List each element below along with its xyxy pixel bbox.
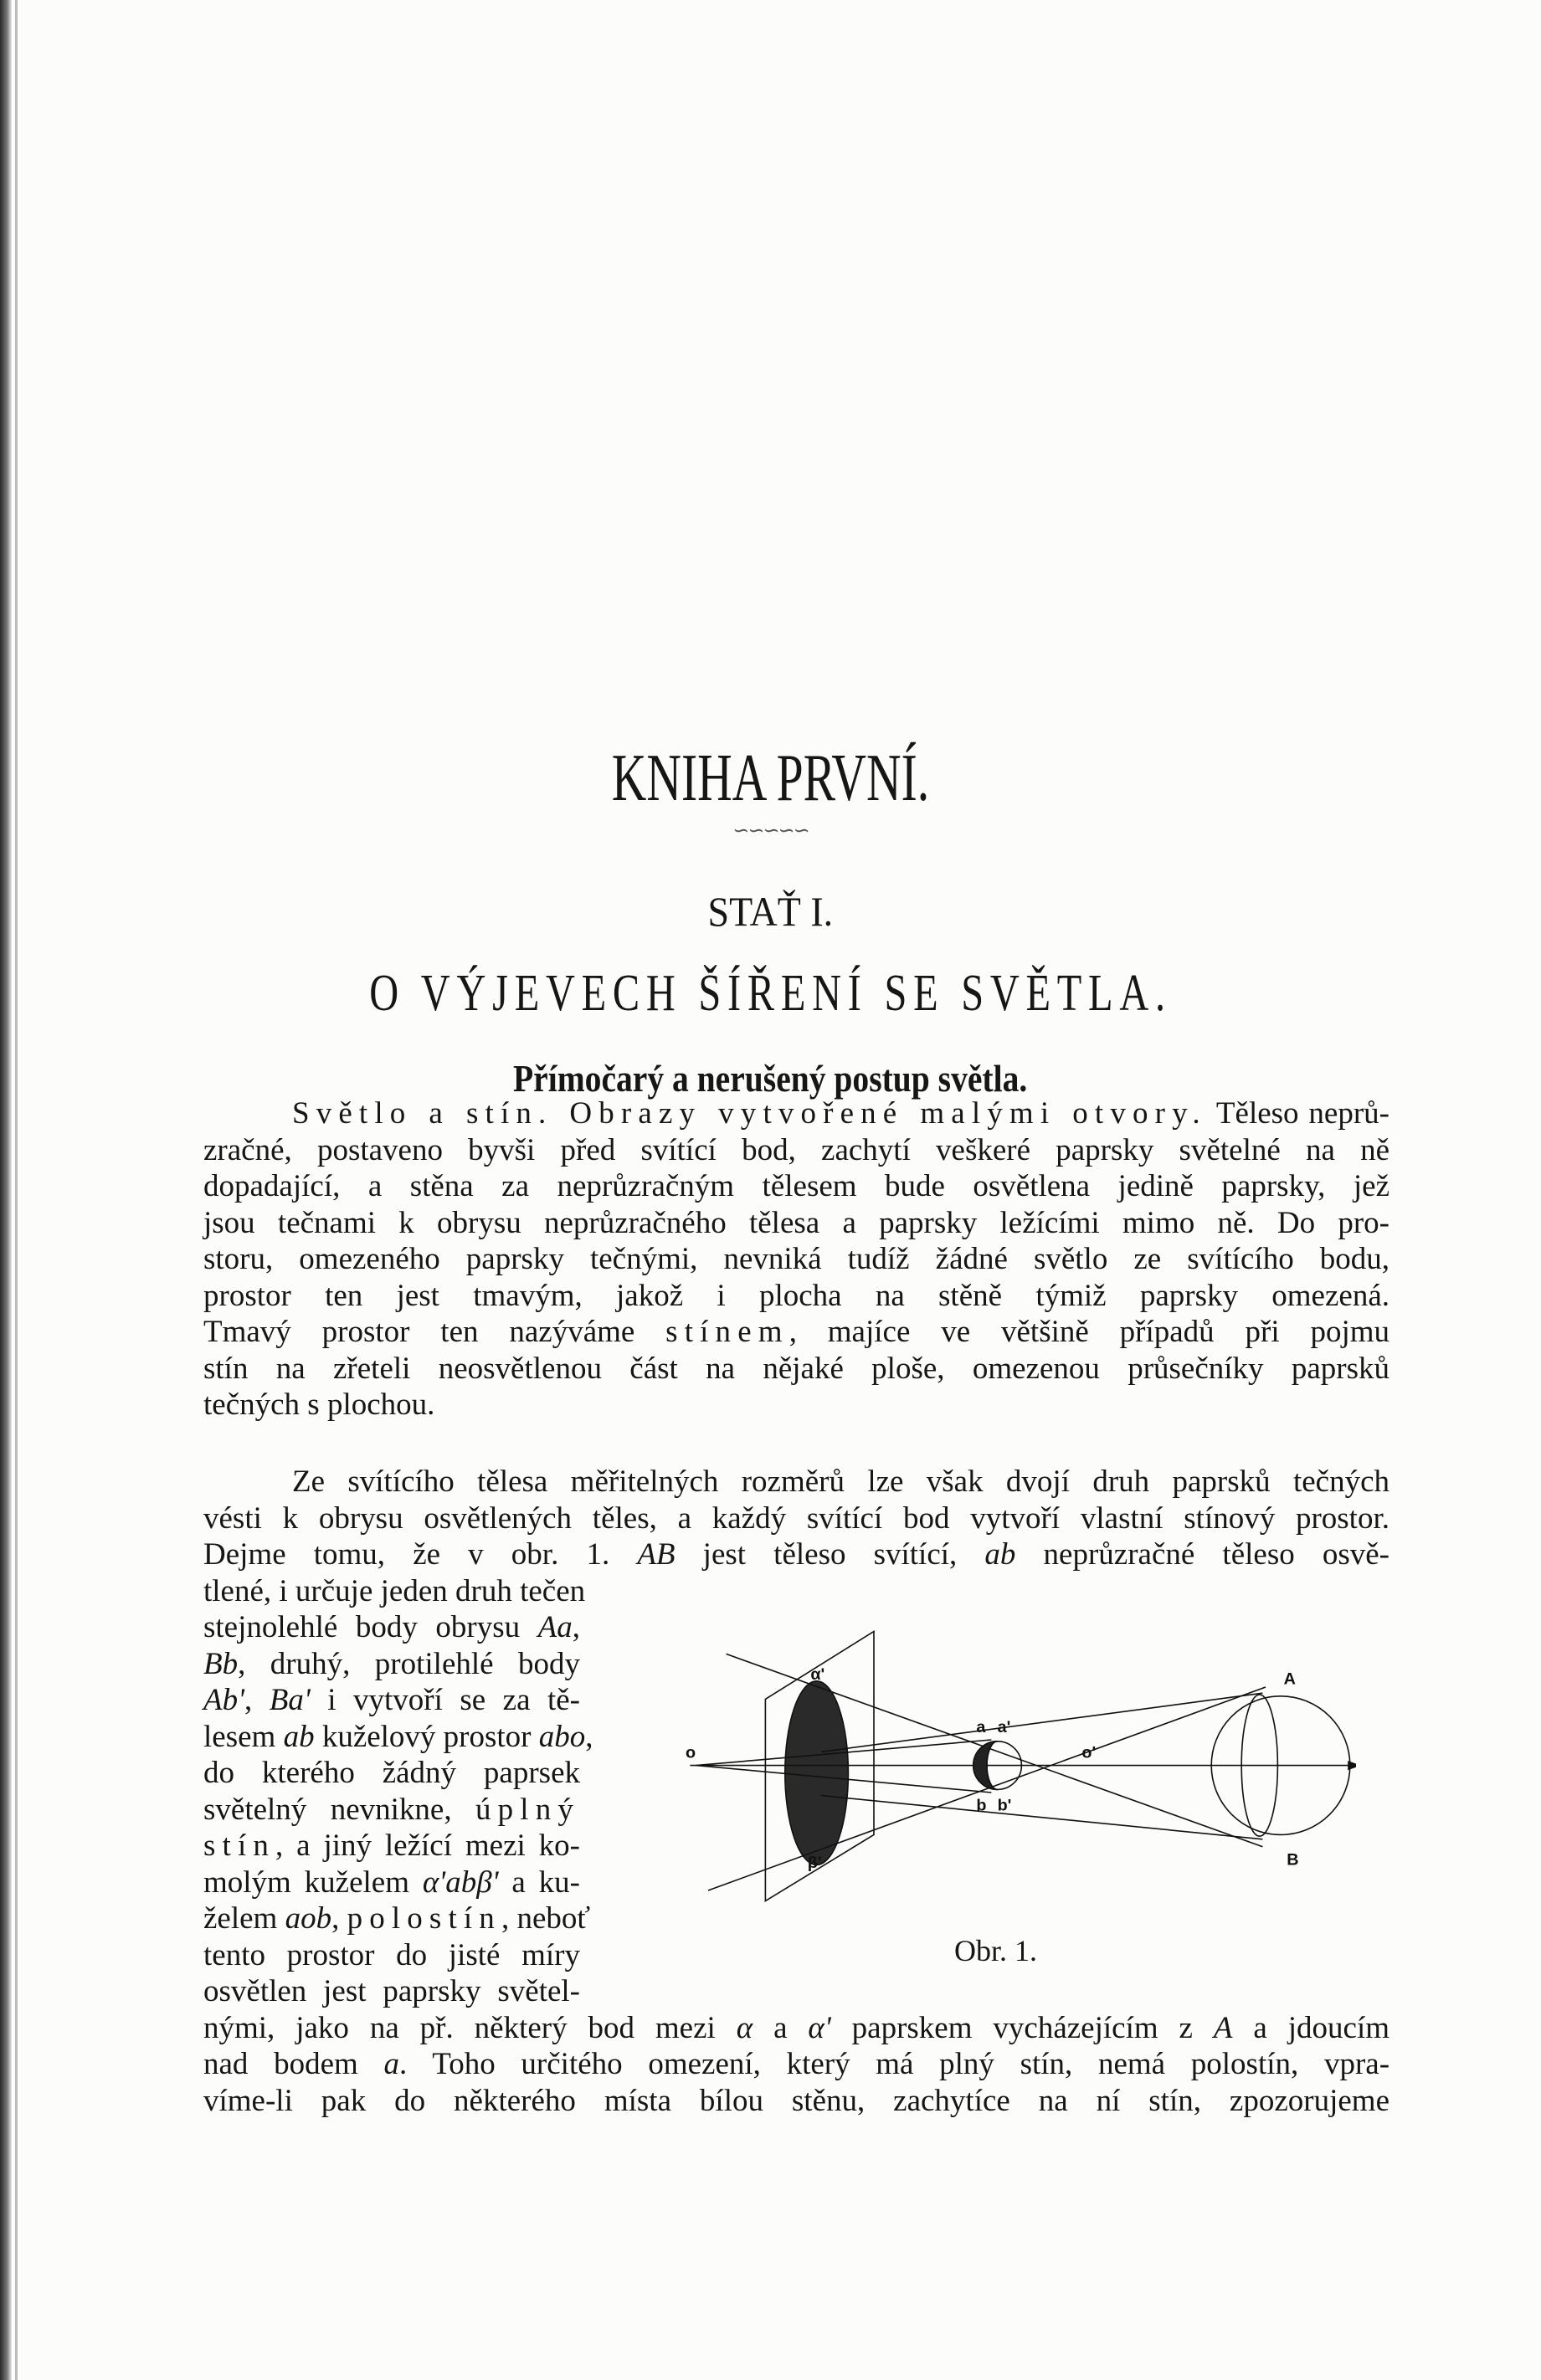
label-o-prime: o': [1081, 1743, 1097, 1762]
text-segment: prostor ten jest tmavým, jakož i plocha na stěně týmiž paprsky omezená.: [203, 1278, 1389, 1313]
text-segment: ,: [244, 1683, 270, 1717]
text-segment: jsou tečnami k obrysu neprůzračného tělesa a paprsky ležícími mimo ně. Do pro-: [203, 1205, 1389, 1240]
spaced-emphasis: stín: [203, 1829, 276, 1863]
spaced-emphasis: stínem: [665, 1315, 789, 1349]
chapter-number: [0, 887, 1541, 936]
label-B: B: [1287, 1850, 1299, 1870]
text-line: [203, 1278, 1389, 1315]
section-title: [0, 1056, 1541, 1100]
chapter-number-text: STAŤ I.: [707, 888, 834, 935]
italic-symbol: aob: [285, 1901, 332, 1936]
text-segment: Těleso neprů-: [1206, 1096, 1389, 1131]
text-line: [203, 1205, 1389, 1242]
ray-A-top: [821, 1693, 1262, 1752]
spaced-emphasis: Světlo a stín. Obrazy vytvořené malými otvory.: [292, 1096, 1207, 1131]
text-segment: Dejme tomu, že v obr. 1.: [203, 1537, 638, 1572]
spaced-emphasis: polostín: [347, 1901, 501, 1936]
text-line: [292, 1464, 1389, 1500]
italic-symbol: Ba': [269, 1683, 311, 1717]
text-segment: osvětlen jest paprsky světel-: [203, 1974, 580, 2008]
ornament-divider: ∽∽∽∽∽: [732, 820, 809, 842]
text-segment: vésti k obrysu osvětlených těles, a každý svítící bod vytvoří vlastní stínový prostor.: [203, 1500, 1389, 1536]
text-segment: do kterého žádný paprsek: [203, 1756, 580, 1790]
italic-symbol: A: [1213, 2010, 1233, 2045]
text-segment: i vytvoří se za tě-: [310, 1683, 580, 1717]
italic-symbol: a: [383, 2047, 399, 2081]
italic-symbol: ab: [283, 1719, 315, 1754]
text-line: [203, 1573, 586, 1610]
text-line: [203, 1500, 1389, 1537]
text-segment: kuželový prostor: [314, 1719, 539, 1754]
text-line: [203, 1609, 580, 1646]
text-segment: světelný nevnikne,: [203, 1792, 476, 1827]
text-segment: nými, jako na př. některý bod mezi: [203, 2010, 737, 2045]
text-line: [203, 2010, 1389, 2047]
text-line: [203, 1937, 580, 1974]
label-alpha-prime: α': [810, 1665, 825, 1685]
italic-symbol: abo: [538, 1719, 586, 1754]
figure-caption: Obr. 1.: [954, 1934, 1037, 1967]
text-segment: víme-li pak do některého místa bílou stěnu, zachytíce na ní stín, zpozorujeme: [203, 2083, 1389, 2118]
text-line: [203, 1168, 1389, 1205]
text-line: [203, 1792, 580, 1829]
text-segment: . Toho určitého omezení, který má plný stín, nemá polostín, vpra-: [398, 2047, 1390, 2081]
italic-symbol: AB: [637, 1537, 675, 1572]
text-segment: lesem: [203, 1719, 284, 1754]
italic-symbol: α': [808, 2010, 831, 2045]
label-a-prime: a': [997, 1718, 1011, 1736]
text-line: [203, 1351, 1389, 1387]
text-segment: ,: [572, 1610, 580, 1644]
text-segment: a: [753, 2010, 809, 2045]
text-segment: dopadající, a stěna za neprůzračným tělesem bude osvětlena jedině paprsky, jež: [203, 1169, 1389, 1203]
text-segment: , majíce ve většině případů při pojmu: [788, 1315, 1389, 1349]
section-title-text: Přímočarý a nerušený postup světla.: [513, 1057, 1028, 1100]
text-segment: ,: [331, 1901, 347, 1936]
text-segment: zračné, postaveno byvši před svítící bod, zachytí veškeré paprsky světelné na ně: [203, 1132, 1389, 1167]
text-line: [203, 1536, 1389, 1573]
label-o: o: [686, 1743, 696, 1762]
spaced-emphasis: úplný: [475, 1792, 580, 1827]
text-segment: tlené, i určuje jeden druh tečen: [203, 1573, 586, 1608]
label-b-prime: b': [997, 1796, 1012, 1815]
label-A: A: [1283, 1670, 1296, 1689]
chapter-title-text: O VÝJEVECH ŠÍŘENÍ SE SVĚTLA.: [369, 965, 1172, 1022]
text-line: [203, 1387, 1389, 1423]
text-line: [203, 1132, 1389, 1169]
scan-edge-line: [15, 0, 18, 2380]
text-segment: Ze svítícího tělesa měřitelných rozměrů lze však dvojí druh paprsků tečných: [292, 1464, 1389, 1499]
label-beta-prime: β': [807, 1854, 822, 1872]
figure-1-light-shadow-diagram: [678, 1619, 1356, 1928]
text-line: [203, 2083, 1389, 2120]
text-segment: a jdoucím: [1232, 2010, 1390, 2045]
text-segment: tento prostor do jisté míry: [203, 1937, 580, 1972]
chapter-title: [0, 964, 1541, 1023]
text-line: [203, 1973, 580, 2010]
text-line: [203, 1719, 593, 1756]
text-segment: stín na zřeteli neosvětlenou část na nějaké ploše, omezenou průsečníky paprsků: [203, 1351, 1389, 1386]
text-line: [203, 1241, 1389, 1278]
text-line: [203, 1755, 580, 1792]
text-line: [203, 1865, 580, 1901]
label-a: a: [976, 1718, 986, 1736]
shadow-ellipse: [785, 1681, 849, 1865]
text-segment: molým kuželem: [203, 1865, 423, 1900]
italic-symbol: α'abβ': [422, 1865, 499, 1900]
italic-symbol: Aa: [537, 1610, 573, 1644]
ray-B-bottom: [821, 1796, 1262, 1839]
text-line: [203, 1900, 591, 1937]
italic-symbol: Ab': [203, 1683, 245, 1717]
text-segment: , a jiný ležící mezi ko-: [275, 1829, 580, 1863]
scan-edge: [0, 0, 12, 2380]
text-line: [203, 2046, 1389, 2083]
italic-symbol: Bb: [203, 1646, 239, 1681]
book-title-text: KNIHA PRVNÍ.: [611, 741, 930, 815]
text-line: [203, 1828, 580, 1865]
text-line: [203, 1682, 580, 1719]
text-segment: Tmavý prostor ten nazýváme: [203, 1315, 666, 1349]
text-segment: a ku-: [498, 1865, 581, 1900]
text-line: [292, 1095, 1389, 1132]
text-segment: želem: [203, 1901, 285, 1936]
label-b: b: [976, 1796, 987, 1815]
text-segment: , druhý, protilehlé body: [238, 1646, 580, 1681]
text-line: [203, 1646, 580, 1683]
text-segment: , neboť: [501, 1901, 591, 1936]
text-segment: jest těleso svítící,: [675, 1537, 985, 1572]
text-segment: nad bodem: [203, 2047, 384, 2081]
text-segment: paprskem vycházejícím z: [830, 2010, 1214, 2045]
text-segment: ,: [585, 1719, 593, 1754]
text-segment: tečných s plochou.: [203, 1387, 435, 1422]
italic-symbol: ab: [984, 1537, 1016, 1572]
italic-symbol: α: [736, 2010, 753, 2045]
text-segment: storu, omezeného paprsky tečnými, nevniká tudíž žádné světlo ze svítícího bodu,: [203, 1242, 1389, 1276]
book-title: [0, 741, 1541, 817]
text-segment: neprůzračné těleso osvě-: [1015, 1537, 1390, 1572]
text-line: [203, 1314, 1389, 1351]
text-segment: stejnolehlé body obrysu: [203, 1610, 538, 1644]
